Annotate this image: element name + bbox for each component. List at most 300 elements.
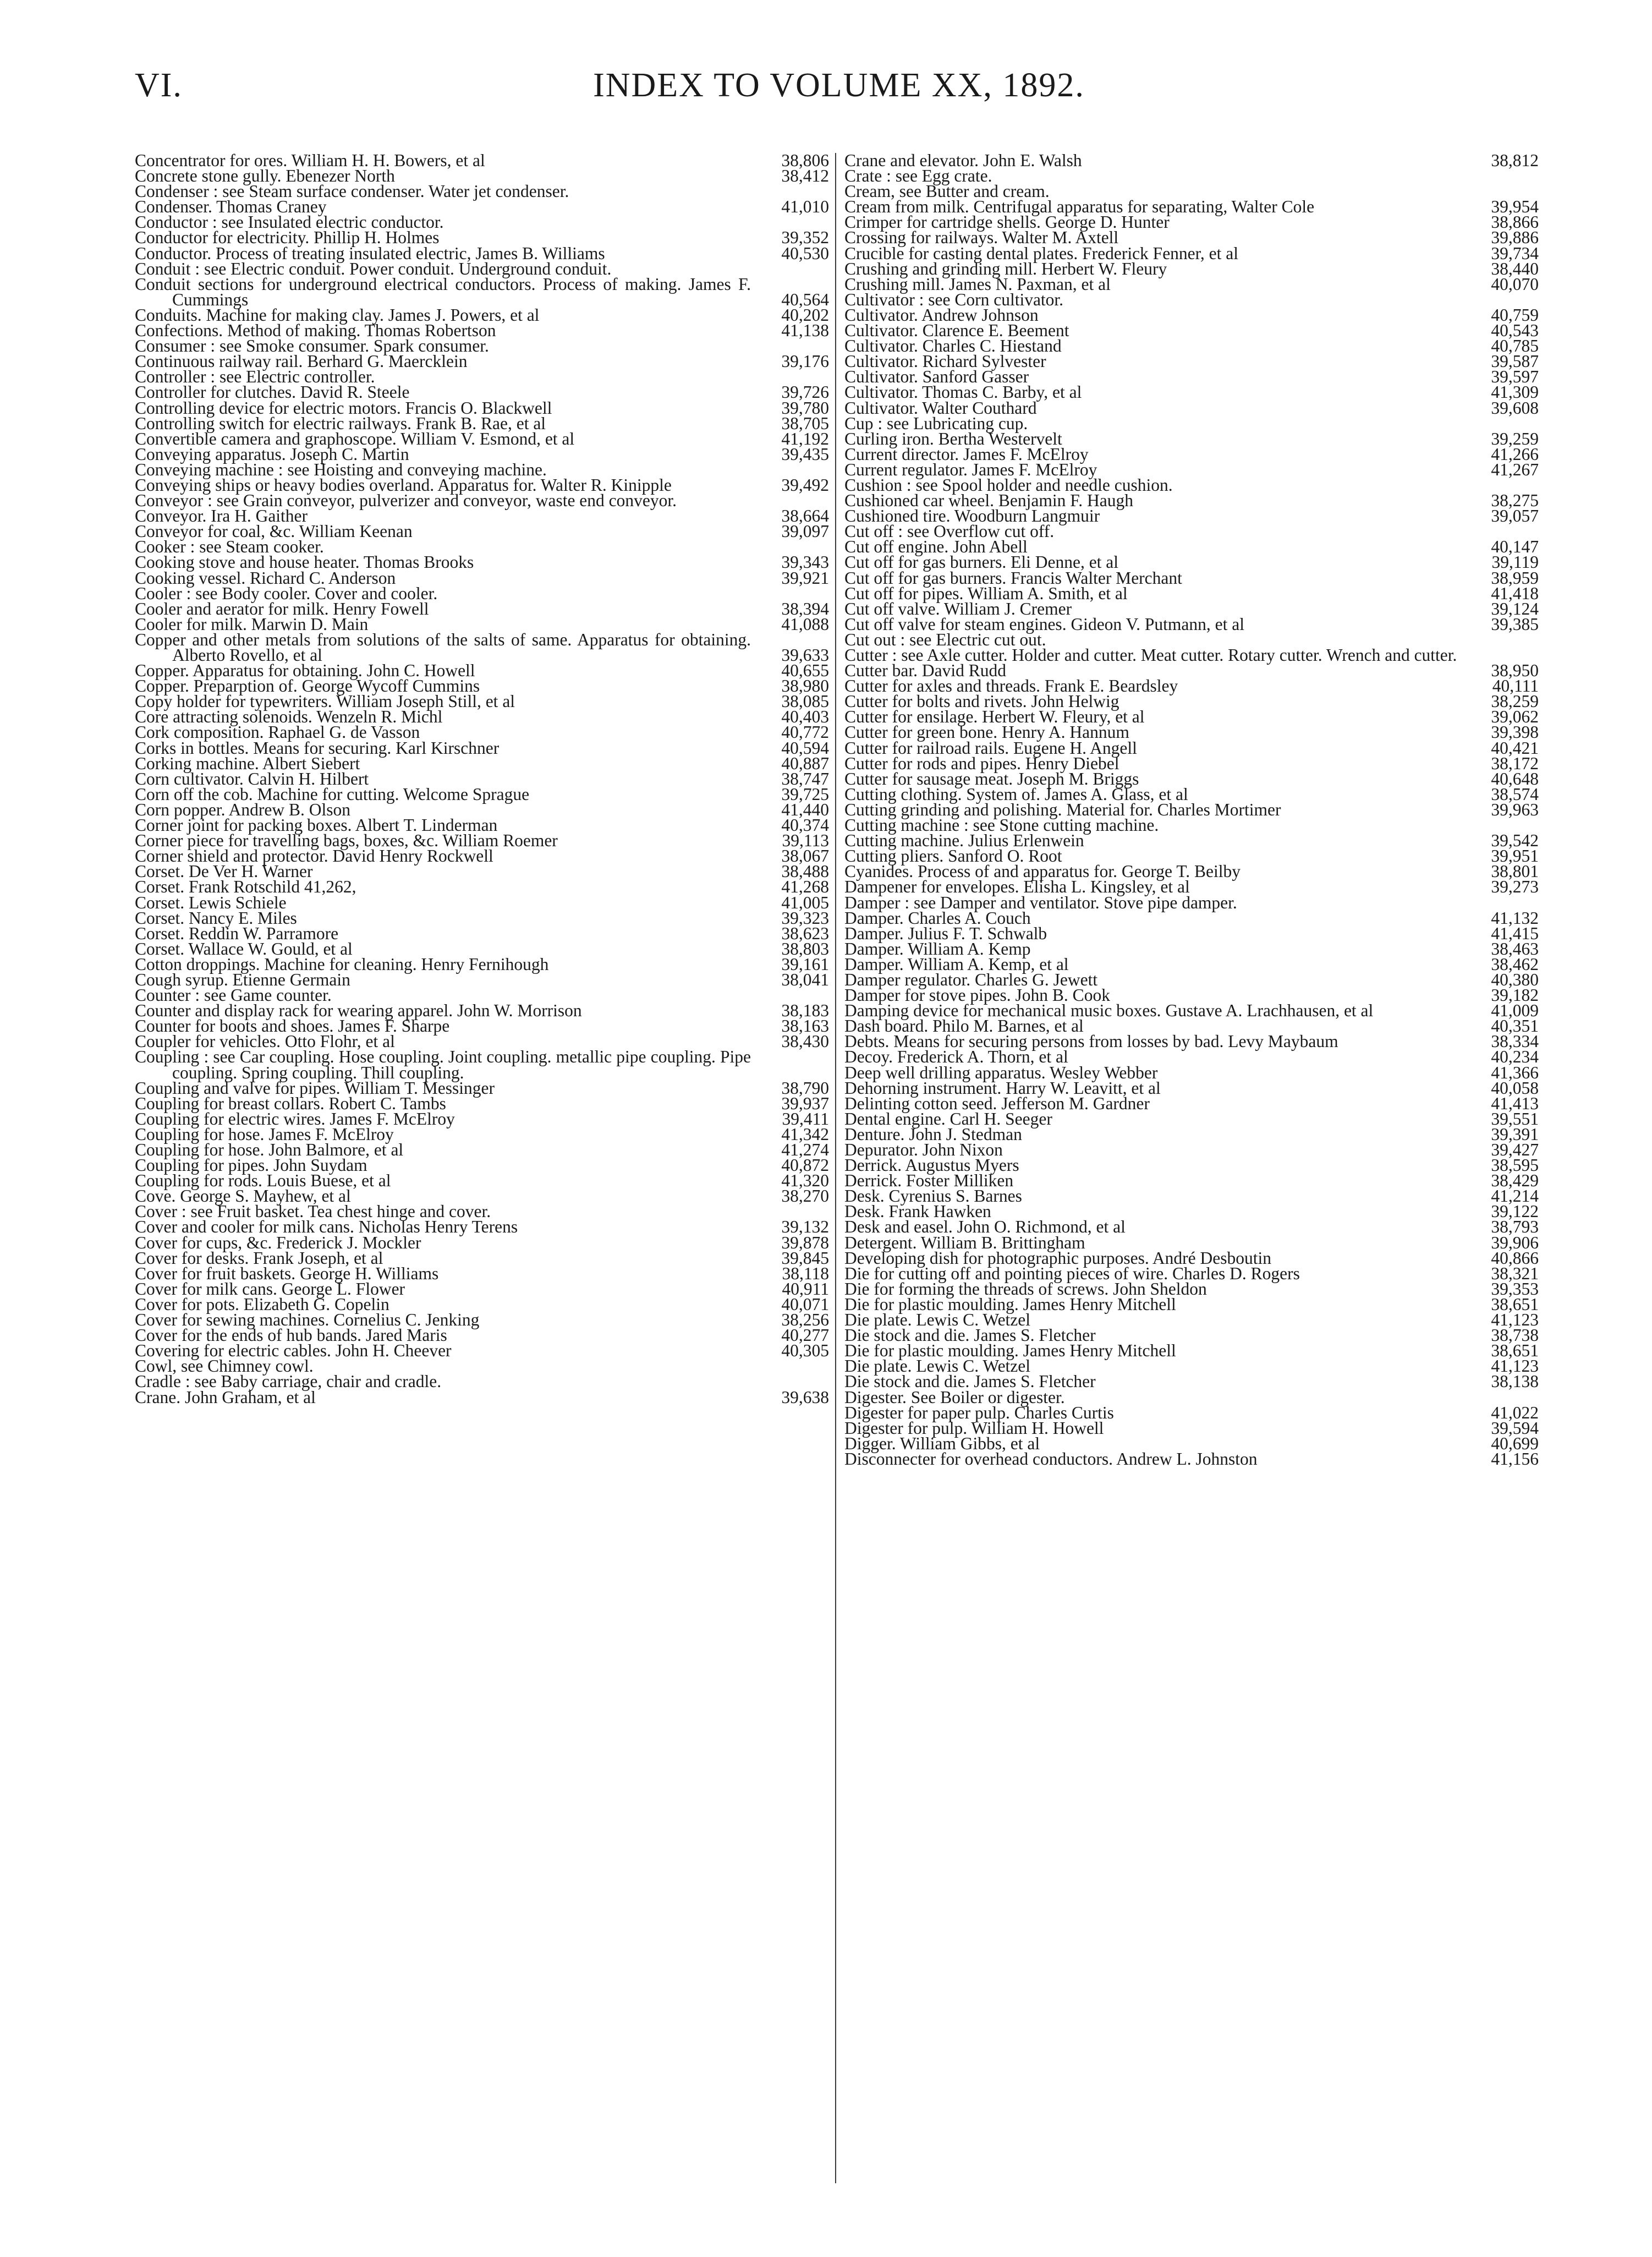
index-entry-text: Corn cultivator. Calvin H. Hilbert — [135, 769, 369, 788]
index-entry-number: 39,411 — [782, 1109, 829, 1128]
index-entry-number: 38,463 — [1491, 939, 1539, 958]
index-entry-number: 39,542 — [1491, 831, 1539, 851]
index-entry-text: Current director. James F. McElroy — [844, 444, 1089, 464]
index-entry-text: Cultivator. Andrew Johnson — [844, 305, 1039, 325]
index-entry-text: Die plate. Lewis C. Wetzel — [844, 1356, 1031, 1376]
index-entry-text: Corset. Frank Rotschild 41,262, — [135, 877, 356, 897]
index-entry-text: Copper and other metals from solutions of the salts of same. Apparatus for obtaining. Alberto Rovello, et al — [135, 629, 751, 665]
index-entry-text: Cooking vessel. Richard C. Anderson — [135, 568, 396, 588]
index-entry-text: Cutter for bolts and rivets. John Helwig — [844, 692, 1119, 711]
index-entry-number: 40,648 — [1491, 769, 1539, 788]
index-entry-text: Counter and display rack for wearing apparel. John W. Morrison — [135, 1001, 582, 1021]
index-entry-text: Core attracting solenoids. Wenzeln R. Michl — [135, 707, 443, 727]
index-entry-text: Coupling for pipes. John Suydam — [135, 1155, 367, 1175]
index-entry-text: Digester for pulp. William H. Howell — [844, 1418, 1104, 1438]
index-entry-text: Derrick. Foster Milliken — [844, 1171, 1014, 1191]
index-entry-number: 40,887 — [781, 753, 829, 773]
index-entry-text: Crushing and grinding mill. Herbert W. Fleury — [844, 259, 1167, 278]
index-entry-text: Coupling for electric wires. James F. McElroy — [135, 1109, 455, 1128]
index-entry-number: 41,022 — [1491, 1403, 1539, 1422]
index-entry-text: Cream from milk. Centrifugal apparatus for separating, Walter Cole — [844, 197, 1315, 217]
index-entry-text: Cutting pliers. Sanford O. Root — [844, 846, 1062, 866]
index-entry-text: Die plate. Lewis C. Wetzel — [844, 1310, 1031, 1330]
index-entry-text: Dental engine. Carl H. Seeger — [844, 1109, 1052, 1128]
index-entry-text: Cutter for sausage meat. Joseph M. Briggs — [844, 769, 1139, 788]
index-entry-number: 38,664 — [781, 506, 829, 526]
index-entry-number: 38,394 — [781, 599, 829, 618]
index-entry-number: 41,413 — [1491, 1093, 1539, 1113]
index-entry-text: Cutter for railroad rails. Eugene H. Angell — [844, 738, 1137, 758]
index-entry-number: 41,138 — [781, 321, 829, 341]
index-entry-number: 38,462 — [1491, 954, 1539, 974]
index-entry-text: Corset. Wallace W. Gould, et al — [135, 939, 353, 958]
index-entry-number: 41,418 — [1491, 583, 1539, 603]
index-entry-text: Cover for pots. Elizabeth G. Copelin — [135, 1294, 389, 1314]
index-entry-number: 40,872 — [781, 1155, 829, 1175]
index-entry-text: Cut out : see Electric cut out. — [844, 629, 1046, 649]
index-entry-text: Cut off : see Overflow cut off. — [844, 522, 1055, 541]
index-entry-text: Curling iron. Bertha Westervelt — [844, 429, 1062, 448]
index-entry-text: Controller for clutches. David R. Steele — [135, 382, 410, 402]
index-entry-text: Counter : see Game counter. — [135, 985, 332, 1005]
index-entry-text: Cut off for pipes. William A. Smith, et al — [844, 583, 1128, 603]
index-entry-number: 40,403 — [781, 707, 829, 727]
index-entry-text: Derrick. Augustus Myers — [844, 1155, 1019, 1175]
index-entry-number: 38,803 — [781, 939, 829, 958]
index-entry — [135, 629, 833, 665]
index-entry-number: 40,380 — [1491, 969, 1539, 989]
index-entry-text: Depurator. John Nixon — [844, 1140, 1003, 1159]
index-entry-text: Conduit sections for underground electrical conductors. Process of making. James F. Cummings — [135, 274, 751, 309]
index-entry — [135, 1387, 833, 1407]
index-entry-text: Cutter : see Axle cutter. Holder and cutter. Meat cutter. Rotary cutter. Wrench and cutter. — [844, 645, 1457, 665]
index-entry-text: Digester. See Boiler or digester. — [844, 1387, 1065, 1407]
index-entry-number: 41,005 — [781, 892, 829, 912]
index-entry-number: 38,806 — [781, 151, 829, 170]
index-entry-number: 39,937 — [781, 1093, 829, 1113]
index-entry-number: 39,113 — [782, 831, 829, 851]
index-entry-number: 40,543 — [1491, 321, 1539, 341]
index-entry-text: Die for plastic moulding. James Henry Mitchell — [844, 1294, 1176, 1314]
index-entry-number: 39,780 — [781, 398, 829, 418]
index-entry-number: 40,564 — [781, 289, 829, 309]
index-entry-number: 38,651 — [1491, 1341, 1539, 1361]
index-entry-number: 38,595 — [1491, 1155, 1539, 1175]
index-entry-text: Cooler and aerator for milk. Henry Fowell — [135, 599, 429, 618]
index-entry-text: Cooking stove and house heater. Thomas Brooks — [135, 552, 474, 572]
index-entry-number: 41,267 — [1491, 459, 1539, 479]
index-entry-number: 40,699 — [1491, 1433, 1539, 1453]
index-entry-text: Cutting clothing. System of. James A. Glass, et al — [844, 784, 1188, 804]
index-entry-number: 41,214 — [1491, 1186, 1539, 1206]
index-entry-text: Conduits. Machine for making clay. James J. Powers, et al — [135, 305, 540, 325]
index-entry-number: 39,132 — [781, 1217, 829, 1237]
index-entry-number: 41,309 — [1491, 382, 1539, 402]
index-entry-number: 39,951 — [1491, 846, 1539, 866]
index-entry-text: Cut off for gas burners. Eli Denne, et al — [844, 552, 1119, 572]
index-entry-number: 39,597 — [1491, 367, 1539, 387]
index-entry-number: 38,085 — [781, 692, 829, 711]
index-entry-text: Detergent. William B. Brittingham — [844, 1232, 1085, 1252]
index-entry-number: 41,268 — [781, 877, 829, 897]
index-entry-text: Corset. Reddin W. Parramore — [135, 923, 339, 943]
index-entry-number: 38,747 — [781, 769, 829, 788]
index-entry-text: Corking machine. Albert Siebert — [135, 753, 360, 773]
index-entry-text: Cultivator. Walter Couthard — [844, 398, 1037, 418]
index-entry-text: Controller : see Electric controller. — [135, 367, 375, 387]
index-entry-number: 39,122 — [1491, 1202, 1539, 1221]
index-entry-text: Coupling for hose. James F. McElroy — [135, 1124, 394, 1144]
index-entry-text: Desk. Cyrenius S. Barnes — [844, 1186, 1022, 1206]
index-entry-text: Damper. Charles A. Couch — [844, 908, 1031, 928]
index-entry-text: Developing dish for photographic purposes. André Desboutin — [844, 1248, 1271, 1268]
index-entry-number: 41,010 — [781, 197, 829, 217]
index-entry-number: 40,202 — [781, 305, 829, 325]
index-entry-text: Delinting cotton seed. Jefferson M. Gardner — [844, 1093, 1150, 1113]
index-entry-number: 41,274 — [781, 1140, 829, 1159]
index-entry-number: 38,488 — [781, 862, 829, 881]
index-entry-number: 40,785 — [1491, 336, 1539, 356]
index-entry-text: Cutting machine. Julius Erlenwein — [844, 831, 1084, 851]
index-entry-number: 39,119 — [1491, 552, 1539, 572]
index-entry-number: 38,412 — [781, 166, 829, 186]
index-entry-number: 39,398 — [1491, 722, 1539, 742]
index-entry-text: Cover for milk cans. George L. Flower — [135, 1279, 405, 1299]
index-entry-text: Denture. John J. Stedman — [844, 1124, 1022, 1144]
index-entry-number: 38,623 — [781, 923, 829, 943]
index-entry-number: 40,374 — [781, 815, 829, 835]
index-entry-text: Desk and easel. John O. Richmond, et al — [844, 1217, 1126, 1237]
index-entry-text: Cyanides. Process of and apparatus for. George T. Beilby — [844, 862, 1241, 881]
index-entry-text: Coupling and valve for pipes. William T. Messinger — [135, 1078, 495, 1098]
index-entry-number: 40,911 — [782, 1279, 829, 1299]
index-entry-text: Decoy. Frederick A. Thorn, et al — [844, 1047, 1068, 1067]
index-entry-text: Damper. Julius F. T. Schwalb — [844, 923, 1047, 943]
index-entry-text: Desk. Frank Hawken — [844, 1202, 991, 1221]
index-entry-number: 38,980 — [781, 676, 829, 696]
index-entry-text: Confections. Method of making. Thomas Robertson — [135, 321, 496, 341]
index-entry-number: 38,651 — [1491, 1294, 1539, 1314]
index-entry-text: Cultivator. Richard Sylvester — [844, 352, 1046, 371]
index-entry-text: Damper. William A. Kemp — [844, 939, 1031, 958]
index-entry-text: Cushion : see Spool holder and needle cushion. — [844, 475, 1173, 495]
index-entry-number: 39,343 — [781, 552, 829, 572]
index-entry-text: Conveying machine : see Hoisting and conveying machine. — [135, 459, 547, 479]
index-entry-text: Controlling switch for electric railways. Frank B. Rae, et al — [135, 413, 546, 433]
index-entry-text: Crushing mill. James N. Paxman, et al — [844, 274, 1111, 294]
index-entry-text: Die stock and die. James S. Fletcher — [844, 1372, 1096, 1392]
index-entry-text: Damper regulator. Charles G. Jewett — [844, 969, 1098, 989]
index-entry-number: 39,726 — [781, 382, 829, 402]
index-entry-text: Cut off valve. William J. Cremer — [844, 599, 1072, 618]
index-entry-number: 41,192 — [781, 429, 829, 448]
index-entry-number: 41,366 — [1491, 1062, 1539, 1082]
index-column-right — [844, 153, 1543, 1467]
index-entry-text: Corset. Lewis Schiele — [135, 892, 287, 912]
index-entry-number: 38,866 — [1491, 212, 1539, 232]
index-entry-number: 38,163 — [781, 1016, 829, 1036]
index-entry-text: Cultivator : see Corn cultivator. — [844, 289, 1064, 309]
index-entry-number: 40,759 — [1491, 305, 1539, 325]
index-entry-number: 39,097 — [781, 522, 829, 541]
index-entry-text: Damper for stove pipes. John B. Cook — [844, 985, 1110, 1005]
index-entry-text: Coupling for rods. Louis Buese, et al — [135, 1171, 391, 1191]
index-entry-number: 40,277 — [781, 1325, 829, 1345]
index-entry-text: Cotton droppings. Machine for cleaning. Henry Fernihough — [135, 954, 549, 974]
index-entry-number: 38,172 — [1491, 753, 1539, 773]
index-entry-number: 39,906 — [1491, 1232, 1539, 1252]
index-entry-text: Cutter for ensilage. Herbert W. Fleury, et al — [844, 707, 1145, 727]
index-entry-text: Copper. Apparatus for obtaining. John C. Howell — [135, 661, 475, 681]
index-entry-text: Conveying apparatus. Joseph C. Martin — [135, 444, 409, 464]
index-entry-number: 40,305 — [781, 1341, 829, 1361]
index-entry-number: 38,259 — [1491, 692, 1539, 711]
index-entry-text: Corn off the cob. Machine for cutting. Welcome Sprague — [135, 784, 530, 804]
index-entry-text: Cream, see Butter and cream. — [844, 182, 1050, 201]
index-entry-text: Cooker : see Steam cooker. — [135, 537, 324, 557]
index-entry-text: Cove. George S. Mayhew, et al — [135, 1186, 351, 1206]
index-entry-text: Condenser. Thomas Craney — [135, 197, 327, 217]
index-entry-number: 39,954 — [1491, 197, 1539, 217]
index-entry-text: Convertible camera and graphoscope. William V. Esmond, et al — [135, 429, 575, 448]
index-entry-number: 40,147 — [1491, 537, 1539, 557]
index-entry-text: Cutting grinding and polishing. Material for. Charles Mortimer — [844, 799, 1281, 819]
index-entry-text: Continuous railway rail. Berhard G. Maercklein — [135, 352, 468, 371]
index-entry-number: 40,070 — [1491, 274, 1539, 294]
index-entry-text: Conveyor for coal, &c. William Keenan — [135, 522, 413, 541]
index-entry-number: 41,320 — [781, 1171, 829, 1191]
index-entry-text: Cushioned car wheel. Benjamin F. Haugh — [844, 491, 1133, 511]
index-entry-number: 38,430 — [781, 1032, 829, 1051]
index-entry — [135, 274, 833, 309]
page-title: INDEX TO VOLUME XX, 1892. — [593, 67, 1085, 104]
index-entry-number: 39,734 — [1491, 243, 1539, 263]
index-entry-number: 39,587 — [1491, 352, 1539, 371]
index-entry-number: 39,427 — [1491, 1140, 1539, 1159]
index-entry-number: 40,866 — [1491, 1248, 1539, 1268]
index-entry-number: 40,111 — [1492, 676, 1539, 696]
index-entry-text: Copy holder for typewriters. William Joseph Still, et al — [135, 692, 515, 711]
index-entry-text: Coupler for vehicles. Otto Flohr, et al — [135, 1032, 395, 1051]
index-entry-text: Corn popper. Andrew B. Olson — [135, 799, 350, 819]
index-entry-text: Crimper for cartridge shells. George D. Hunter — [844, 212, 1170, 232]
index-entry-number: 38,793 — [1491, 1217, 1539, 1237]
index-entry-text: Corner joint for packing boxes. Albert T. Linderman — [135, 815, 498, 835]
index-entry-text: Cultivator. Charles C. Hiestand — [844, 336, 1062, 356]
index-entry-number: 39,633 — [781, 645, 829, 665]
index-entry-number: 40,234 — [1491, 1047, 1539, 1067]
index-entry-text: Counter for boots and shoes. James F. Sharpe — [135, 1016, 450, 1036]
index-entry-text: Cutter bar. David Rudd — [844, 661, 1006, 681]
index-entry-number: 41,123 — [1491, 1356, 1539, 1376]
index-entry-number: 38,183 — [781, 1001, 829, 1021]
index-entry-text: Cooler : see Body cooler. Cover and cooler. — [135, 583, 438, 603]
index-entry-text: Coupling for breast collars. Robert C. Tambs — [135, 1093, 446, 1113]
index-entry-text: Cover for cups, &c. Frederick J. Mockler — [135, 1232, 421, 1252]
index-entry-number: 39,176 — [781, 352, 829, 371]
index-entry-text: Conductor. Process of treating insulated electric, James B. Williams — [135, 243, 605, 263]
index-entry-text: Covering for electric cables. John H. Cheever — [135, 1341, 452, 1361]
index-entry-number: 39,435 — [781, 444, 829, 464]
index-entry-text: Concentrator for ores. William H. H. Bowers, et al — [135, 151, 485, 170]
index-entry-text: Dash board. Philo M. Barnes, et al — [844, 1016, 1084, 1036]
index-entry-text: Cover : see Fruit basket. Tea chest hinge and cover. — [135, 1202, 491, 1221]
index-entry-number: 40,655 — [781, 661, 829, 681]
index-column-left — [135, 153, 833, 1405]
index-entry-text: Corset. De Ver H. Warner — [135, 862, 313, 881]
index-entry-text: Coupling for hose. John Balmore, et al — [135, 1140, 404, 1159]
index-entry-text: Coupling : see Car coupling. Hose coupling. Joint coupling. metallic pipe coupling. Pipe coupling. Spring coupling. Thill coupling. — [135, 1047, 751, 1082]
index-entry-text: Cultivator. Thomas C. Barby, et al — [844, 382, 1082, 402]
index-entry-number: 38,705 — [781, 413, 829, 433]
index-entry-text: Damper. William A. Kemp, et al — [844, 954, 1069, 974]
index-entry-number: 38,790 — [781, 1078, 829, 1098]
index-entry-number: 41,440 — [781, 799, 829, 819]
index-entry-text: Die for plastic moulding. James Henry Mitchell — [844, 1341, 1176, 1361]
column-divider — [835, 153, 836, 2183]
index-entry-text: Die for cutting off and pointing pieces of wire. Charles D. Rogers — [844, 1263, 1300, 1283]
index-entry-text: Corner piece for travelling bags, boxes, &c. William Roemer — [135, 831, 558, 851]
index-entry-text: Cultivator. Clarence E. Beement — [844, 321, 1069, 341]
index-entry-text: Cover for sewing machines. Cornelius C. Jenking — [135, 1310, 480, 1330]
index-entry-number: 39,845 — [781, 1248, 829, 1268]
index-entry-text: Crane. John Graham, et al — [135, 1387, 316, 1407]
index-entry-number: 39,391 — [1491, 1124, 1539, 1144]
index-entry-text: Cooler for milk. Marwin D. Main — [135, 614, 369, 634]
index-entry-text: Cut off engine. John Abell — [844, 537, 1028, 557]
index-entry-number: 41,123 — [1491, 1310, 1539, 1330]
index-entry-text: Cradle : see Baby carriage, chair and cradle. — [135, 1372, 442, 1392]
index-entry-number: 39,608 — [1491, 398, 1539, 418]
index-entry-text: Cut off valve for steam engines. Gideon V. Putmann, et al — [844, 614, 1245, 634]
index-entry-text: Corner shield and protector. David Henry Rockwell — [135, 846, 493, 866]
index-entry-number: 40,772 — [781, 722, 829, 742]
index-entry-text: Crate : see Egg crate. — [844, 166, 992, 186]
index-entry-number: 40,421 — [1491, 738, 1539, 758]
index-entry-text: Cutter for axles and threads. Frank E. Beardsley — [844, 676, 1178, 696]
index-entry — [844, 1451, 1543, 1467]
index-entry-text: Cover and cooler for milk cans. Nicholas Henry Terens — [135, 1217, 518, 1237]
index-entry-number: 39,353 — [1491, 1279, 1539, 1299]
index-entry-text: Copper. Preparption of. George Wycoff Cummins — [135, 676, 480, 696]
index-entry-text: Consumer : see Smoke consumer. Spark consumer. — [135, 336, 489, 356]
index-entry-text: Dampener for envelopes. Elisha L. Kingsley, et al — [844, 877, 1190, 897]
index-entry-number: 41,132 — [1491, 908, 1539, 928]
index-entry-text: Conductor : see Insulated electric conductor. — [135, 212, 444, 232]
index-entry-number: 38,321 — [1491, 1263, 1539, 1283]
index-entry-text: Crossing for railways. Walter M. Axtell — [844, 228, 1119, 248]
index-entry-number: 39,921 — [781, 568, 829, 588]
index-entry-text: Crucible for casting dental plates. Frederick Fenner, et al — [844, 243, 1238, 263]
index-entry-number: 39,638 — [781, 1387, 829, 1407]
page-header — [135, 66, 1543, 116]
index-entry-number: 38,959 — [1491, 568, 1539, 588]
index-entry-number: 39,161 — [781, 954, 829, 974]
index-entry-text: Conduit : see Electric conduit. Power conduit. Underground conduit. — [135, 259, 612, 278]
page-number: VI. — [135, 67, 183, 104]
index-entry-text: Cowl, see Chimney cowl. — [135, 1356, 314, 1376]
index-entry-number: 38,812 — [1491, 151, 1539, 170]
index-entry-number: 39,057 — [1491, 506, 1539, 526]
index-entry-text: Die for forming the threads of screws. John Sheldon — [844, 1279, 1207, 1299]
index-entry-number: 39,963 — [1491, 799, 1539, 819]
index-entry-number: 39,594 — [1491, 1418, 1539, 1438]
index-entry-number: 39,551 — [1491, 1109, 1539, 1128]
index-entry-number: 38,440 — [1491, 259, 1539, 278]
index-entry-number: 39,878 — [781, 1232, 829, 1252]
index-entry-text: Cover for fruit baskets. George H. Williams — [135, 1263, 439, 1283]
index-entry-text: Dehorning instrument. Harry W. Leavitt, et al — [844, 1078, 1161, 1098]
index-entry-text: Debts. Means for securing persons from losses by bad. Levy Maybaum — [844, 1032, 1338, 1051]
index-entry-number: 39,259 — [1491, 429, 1539, 448]
index-entry-number: 38,334 — [1491, 1032, 1539, 1051]
index-entry-text: Cut off for gas burners. Francis Walter Merchant — [844, 568, 1182, 588]
index-entry-text: Current regulator. James F. McElroy — [844, 459, 1097, 479]
index-entry-number: 38,275 — [1491, 491, 1539, 511]
index-entry-number: 40,530 — [781, 243, 829, 263]
index-entry-text: Conductor for electricity. Phillip H. Holmes — [135, 228, 440, 248]
index-entry-number: 39,352 — [781, 228, 829, 248]
index-entry-number: 39,182 — [1491, 985, 1539, 1005]
index-entry-text: Deep well drilling apparatus. Wesley Webber — [844, 1062, 1158, 1082]
index-entry-text: Conveying ships or heavy bodies overland. Apparatus for. Walter R. Kinipple — [135, 475, 672, 495]
index-entry-text: Cover for desks. Frank Joseph, et al — [135, 1248, 383, 1268]
index-entry-number: 41,156 — [1491, 1449, 1539, 1469]
index-entry-text: Damping device for mechanical music boxes. Gustave A. Lrachhausen, et al — [844, 1001, 1374, 1021]
index-entry-number: 39,725 — [781, 784, 829, 804]
index-entry-number: 38,801 — [1491, 862, 1539, 881]
index-entry-number: 39,886 — [1491, 228, 1539, 248]
index-entry-text: Die stock and die. James S. Fletcher — [844, 1325, 1096, 1345]
index-entry-text: Cutting machine : see Stone cutting machine. — [844, 815, 1159, 835]
index-entry-text: Digester for paper pulp. Charles Curtis — [844, 1403, 1114, 1422]
index-entry-number: 41,266 — [1491, 444, 1539, 464]
index-entry-text: Damper : see Damper and ventilator. Stove pipe damper. — [844, 892, 1237, 912]
index-entry-number: 41,009 — [1491, 1001, 1539, 1021]
index-entry-text: Conveyor. Ira H. Gaither — [135, 506, 308, 526]
index-entry-number: 41,088 — [781, 614, 829, 634]
index-entry-number: 39,124 — [1491, 599, 1539, 618]
index-entry-text: Corks in bottles. Means for securing. Karl Kirschner — [135, 738, 500, 758]
index-entry-text: Corset. Nancy E. Miles — [135, 908, 297, 928]
index-entry-text: Cushioned tire. Woodburn Langmuir — [844, 506, 1100, 526]
index-entry-text: Crane and elevator. John E. Walsh — [844, 151, 1082, 170]
index-entry-number: 40,071 — [781, 1294, 829, 1314]
index-entry-number: 41,415 — [1491, 923, 1539, 943]
index-entry-number: 39,385 — [1491, 614, 1539, 634]
index-entry-text: Cultivator. Sanford Gasser — [844, 367, 1029, 387]
index-entry-text: Condenser : see Steam surface condenser. Water jet condenser. — [135, 182, 569, 201]
index-entry-number: 39,492 — [781, 475, 829, 495]
index-entry-number: 38,118 — [782, 1263, 829, 1283]
index-entry-text: Cutter for green bone. Henry A. Hannum — [844, 722, 1129, 742]
index-entry-number: 38,256 — [781, 1310, 829, 1330]
index-entry-number: 40,058 — [1491, 1078, 1539, 1098]
index-entry — [135, 1049, 833, 1080]
index-entry-text: Concrete stone gully. Ebenezer North — [135, 166, 395, 186]
index-entry-text: Digger. William Gibbs, et al — [844, 1433, 1040, 1453]
index-entry-number: 39,062 — [1491, 707, 1539, 727]
index-entry-text: Cutter for rods and pipes. Henry Diebel — [844, 753, 1119, 773]
index-entry-number: 38,574 — [1491, 784, 1539, 804]
index-entry-text: Cup : see Lubricating cup. — [844, 413, 1028, 433]
index-entry-number: 38,429 — [1491, 1171, 1539, 1191]
index-entry-number: 39,323 — [781, 908, 829, 928]
index-entry-number: 40,351 — [1491, 1016, 1539, 1036]
index-entry-number: 39,273 — [1491, 877, 1539, 897]
index-entry-text: Cover for the ends of hub bands. Jared Maris — [135, 1325, 447, 1345]
index-entry-text: Conveyor : see Grain conveyor, pulverizer and conveyor, waste end conveyor. — [135, 491, 677, 511]
